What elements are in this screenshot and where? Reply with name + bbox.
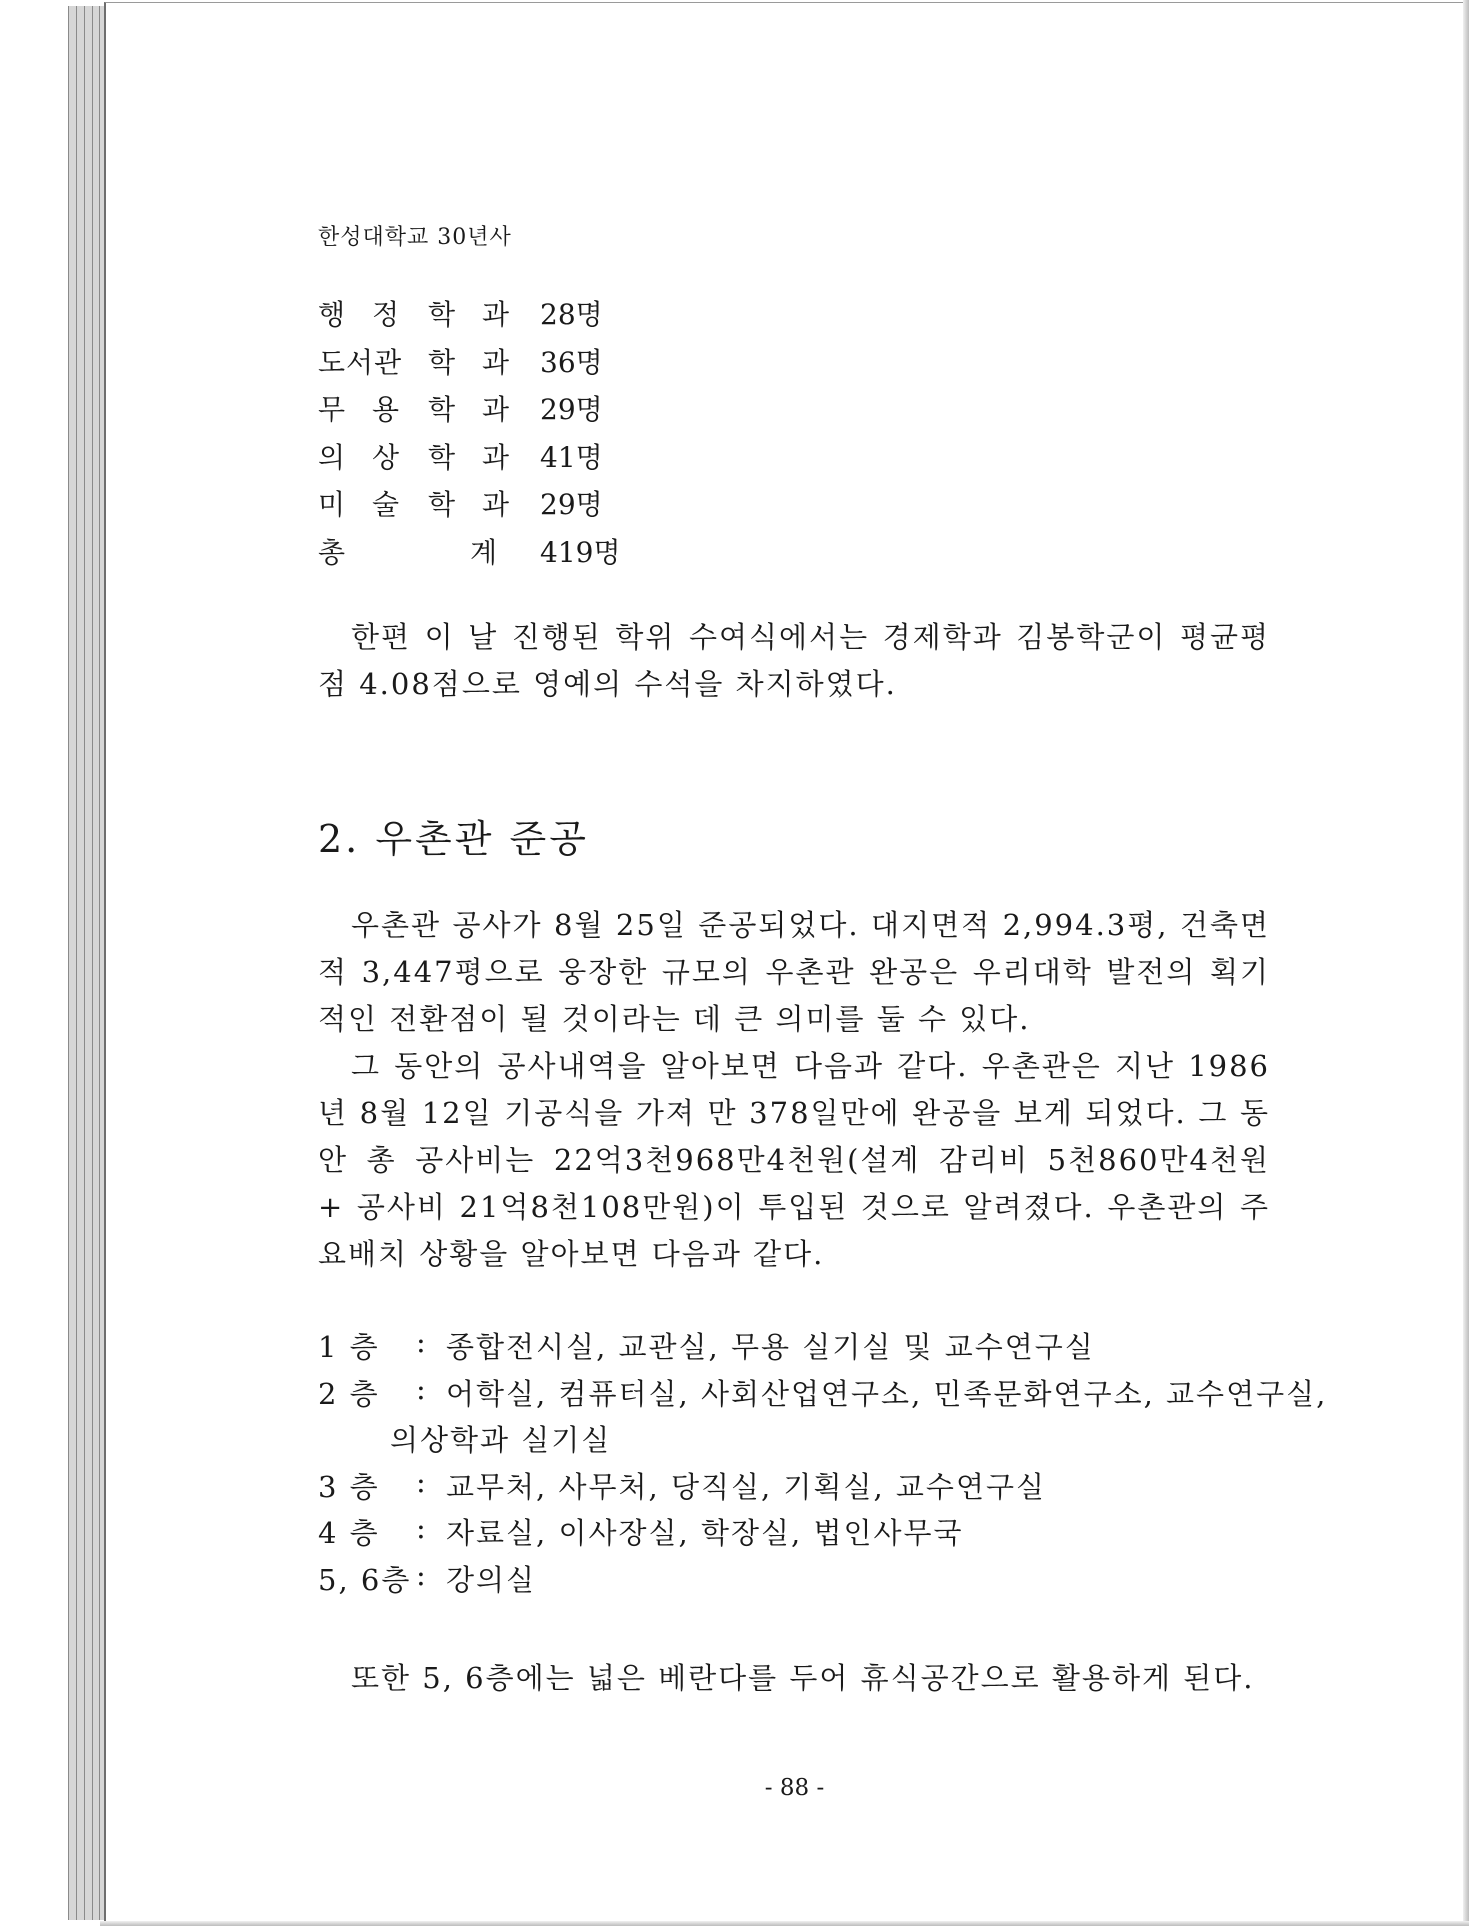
stat-dept: 의 상: [318, 440, 408, 474]
stat-count: 29명: [540, 488, 603, 521]
stat-suffix: 학 과: [428, 488, 518, 521]
floor-rooms: 교무처, 사무처, 당직실, 기획실, 교수연구실: [446, 1469, 1046, 1504]
floor-colon: :: [416, 1325, 428, 1359]
stat-suffix: 학 과: [428, 345, 518, 379]
stat-total-label: 총: [318, 535, 346, 569]
floor-rooms-continuation: 의상학과 실기실: [390, 1423, 612, 1457]
floor-colon: :: [416, 1371, 428, 1406]
stat-dept: 무 용: [318, 393, 408, 426]
stat-total-suffix: 계: [470, 535, 498, 569]
floor-rooms: 어학실, 컴퓨터실, 사회산업연구소, 민족문화연구소, 교수연구실,: [446, 1376, 1328, 1411]
floor-colon: :: [416, 1557, 428, 1592]
stat-suffix: 학 과: [428, 393, 518, 426]
floor-label: 5, 6층: [318, 1562, 412, 1597]
paragraph-veranda: 또한 5, 6층에는 넓은 베란다를 두어 휴식공간으로 활용하게 된다.: [351, 1661, 1255, 1695]
stat-dept: 미 술: [318, 488, 408, 521]
stat-suffix: 학 과: [428, 440, 518, 474]
stat-total-count: 419명: [540, 535, 621, 569]
floor-label: 4 층: [318, 1516, 380, 1550]
page-shadow-right: [1463, 0, 1469, 1926]
stat-count: 28명: [540, 298, 603, 331]
floor-label: 3 층: [318, 1469, 380, 1504]
section-title: 2. 우촌관 준공: [318, 817, 589, 861]
stat-dept: 도서관: [318, 345, 403, 379]
floor-label: 1 층: [318, 1330, 380, 1364]
floor-label: 2 층: [318, 1376, 380, 1411]
floor-rooms: 강의실: [446, 1562, 537, 1597]
paragraph-honors: 한편 이 날 진행된 학위 수여식에서는 경제학과 김봉학군이 평균평점 4.08점으로 영예의 수석을 차지하였다.: [318, 620, 1270, 701]
running-head: 한성대학교 30년사: [318, 225, 512, 250]
paragraph-history: 그 동안의 공사내역을 알아보면 다음과 같다. 우촌관은 지난 1986년 8월 12일 기공식을 가져 만 378일만에 완공을 보게 되었다. 그 동안 총 공사비는 22억3천968만4천원(설계 감리비 5천860만4천원 + 공사비 21억8천108만원)이 투입된 것으로 알려졌다. 우촌관의 주요배치 상황을 알아보면 다음과 같다.: [318, 1049, 1270, 1271]
stat-suffix: 학 과: [428, 298, 518, 331]
stat-dept: 행 정: [318, 298, 408, 331]
floor-rooms: 자료실, 이사장실, 학장실, 법인사무국: [446, 1516, 964, 1550]
paragraph-completion: 우촌관 공사가 8월 25일 준공되었다. 대지면적 2,994.3평, 건축면적 3,447평으로 웅장한 규모의 우촌관 완공은 우리대학 발전의 획기적인 전환점이 될 것이라는 데 큰 의미를 둘 수 있다.: [318, 908, 1270, 1036]
page-number: - 88 -: [764, 1775, 825, 1801]
floor-colon: :: [416, 1464, 428, 1499]
stat-count: 36명: [540, 345, 603, 379]
floor-colon: :: [416, 1511, 428, 1545]
stat-count: 29명: [540, 393, 603, 426]
stat-count: 41명: [540, 440, 603, 474]
page-shadow-bottom: [100, 1921, 1469, 1926]
floor-rooms: 종합전시실, 교관실, 무용 실기실 및 교수연구실: [446, 1330, 1095, 1364]
